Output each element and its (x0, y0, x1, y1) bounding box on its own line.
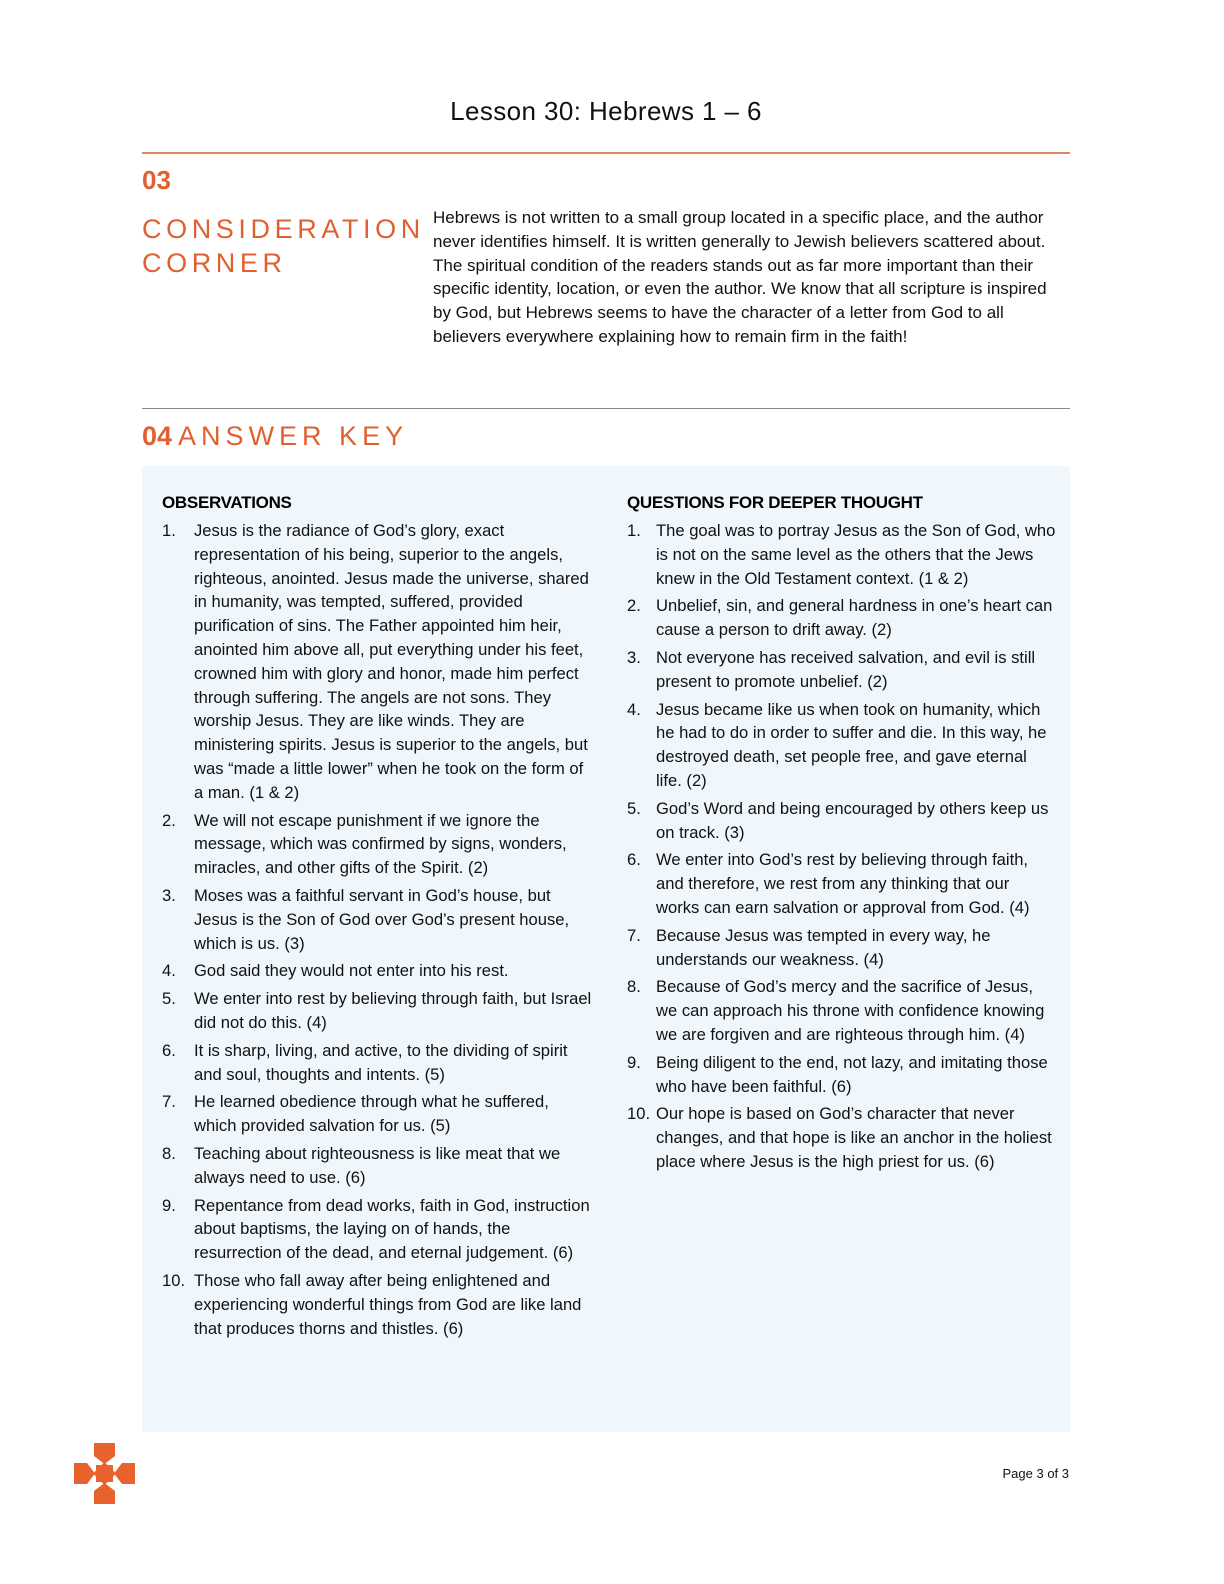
section-4-title: ANSWER KEY (178, 421, 409, 451)
section-4-heading (142, 421, 408, 452)
item-number: 2. (162, 810, 176, 830)
item-text: Jesus became like us when took on humanity, which he had to do in order to suffer and die. In this way, he destroyed death, set people free, and gave eternal life. (2) (656, 699, 1047, 790)
list-item (627, 797, 1057, 845)
item-text: Our hope is based on God’s character that never changes, and that hope is like an anchor in the holiest place where Jesus is the high priest for us. (6) (656, 1104, 1052, 1171)
observations-list (162, 519, 592, 1340)
deeper-thought-heading: QUESTIONS FOR DEEPER THOUGHT (627, 493, 923, 512)
list-item (162, 884, 592, 955)
item-text: Not everyone has received salvation, and evil is still present to promote unbelief. (2) (656, 647, 1036, 691)
item-number: 5. (627, 798, 641, 818)
item-text: It is sharp, living, and active, to the dividing of spirit and soul, thoughts and intents. (5) (194, 1040, 568, 1084)
list-item (627, 848, 1057, 919)
item-text: He learned obedience through what he suffered, which provided salvation for us. (5) (194, 1092, 549, 1136)
answer-key-box (142, 466, 1070, 1432)
item-number: 4. (162, 961, 176, 981)
item-number: 7. (627, 925, 641, 945)
section-3-body: Hebrews is not written to a small group located in a specific place, and the author never identifies himself. It is written generally to Jewish believers scattered about. The spiritual condition of the readers stands out as far more important than their specific identity, location, or even the author. We know that all scripture is inspired by God, but Hebrews seems to have the character of a letter from God to all believers everywhere explaining how to remain firm in the faith! (433, 208, 1047, 346)
deeper-thought-column (627, 493, 1057, 1178)
list-item (162, 1194, 592, 1265)
item-number: 9. (162, 1195, 176, 1215)
list-item (162, 959, 592, 983)
list-item (162, 519, 592, 805)
list-item (627, 1051, 1057, 1099)
list-item (627, 1102, 1057, 1173)
item-number: 7. (162, 1092, 176, 1112)
item-number: 1. (162, 521, 176, 540)
item-text: We enter into God’s rest by believing through faith, and therefore, we rest from any thinking that our works can earn salvation or approval from God. (4) (656, 850, 1030, 917)
item-text: Being diligent to the end, not lazy, and imitating those who have been faithful. (6) (656, 1052, 1048, 1096)
item-number: 2. (627, 596, 641, 616)
observations-heading: OBSERVATIONS (162, 493, 292, 512)
section-3-number: 03 (142, 165, 171, 195)
item-number: 10. (627, 1104, 651, 1124)
section-4-number: 04 (142, 421, 173, 451)
item-number: 6. (627, 850, 641, 870)
item-number: 10. (162, 1270, 186, 1290)
item-text: Repentance from dead works, faith in God, instruction about baptisms, the laying on of hands, the resurrection of the dead, and eternal judgement. (6) (194, 1195, 590, 1263)
item-number: 3. (162, 885, 176, 905)
list-item (162, 1090, 592, 1138)
list-item (627, 594, 1057, 642)
item-number: 4. (627, 699, 641, 719)
list-item (162, 809, 592, 880)
item-text: Because Jesus was tempted in every way, he understands our weakness. (4) (656, 925, 991, 969)
item-text: Jesus is the radiance of God’s glory, exact representation of his being, superior to the angels, righteous, anointed. Jesus made the universe, shared in humanity, was tempted, suffered, provided purification of sins. The Father appointed him heir, anointed him above all, put everything under his feet, crowned him with glory and honor, made him perfect through suffering. The angels are not sons. They worship Jesus. They are like winds. They are ministering spirits. Jesus is superior to the angels, but was “made a little lower” when he took on the form of a man. (1 & 2) (194, 521, 589, 802)
list-item (627, 646, 1057, 694)
item-text: We will not escape punishment if we ignore the message, which was confirmed by signs, wonders, miracles, and other gifts of the Spirit. (2) (194, 810, 567, 878)
list-item (162, 1142, 592, 1190)
section-3-title: CONSIDERATION CORNER (142, 214, 425, 278)
section-divider (142, 408, 1070, 409)
list-item (627, 519, 1057, 590)
item-text: Those who fall away after being enlightened and experiencing wonderful things from God are like land that produces thorns and thistles. (6) (194, 1270, 582, 1338)
item-text: The goal was to portray Jesus as the Son of God, who is not on the same level as the others that the Jews knew in the Old Testament context. (1 & 2) (656, 521, 1056, 588)
item-number: 8. (627, 977, 641, 997)
item-text: God’s Word and being encouraged by others keep us on track. (3) (656, 798, 1049, 842)
item-text: Unbelief, sin, and general hardness in one’s heart can cause a person to drift away. (2) (656, 596, 1053, 640)
item-number: 3. (627, 647, 641, 667)
header-divider (142, 152, 1070, 154)
item-text: We enter into rest by believing through faith, but Israel did not do this. (4) (194, 989, 592, 1032)
cross-diamond-logo-icon (74, 1443, 135, 1504)
observations-column (162, 493, 592, 1344)
item-text: Because of God’s mercy and the sacrifice of Jesus, we can approach his throne with confidence knowing we are forgiven and are righteous through him. (4) (656, 977, 1045, 1044)
list-item (162, 1039, 592, 1087)
page-number: Page 3 of 3 (1002, 1466, 1069, 1481)
item-number: 9. (627, 1052, 641, 1072)
list-item (162, 1269, 592, 1340)
item-number: 1. (627, 521, 641, 540)
item-text: Moses was a faithful servant in God’s house, but Jesus is the Son of God over God’s present house, which is us. (3) (194, 885, 570, 953)
item-number: 8. (162, 1143, 176, 1163)
list-item (162, 987, 592, 1035)
list-item (627, 924, 1057, 972)
page-title: Lesson 30: Hebrews 1 – 6 (450, 96, 762, 126)
deeper-thought-list (627, 519, 1057, 1174)
list-item (627, 698, 1057, 793)
item-number: 5. (162, 989, 176, 1009)
list-item (627, 975, 1057, 1046)
item-text: God said they would not enter into his rest. (194, 961, 509, 981)
item-number: 6. (162, 1040, 176, 1060)
item-text: Teaching about righteousness is like meat that we always need to use. (6) (194, 1143, 561, 1187)
